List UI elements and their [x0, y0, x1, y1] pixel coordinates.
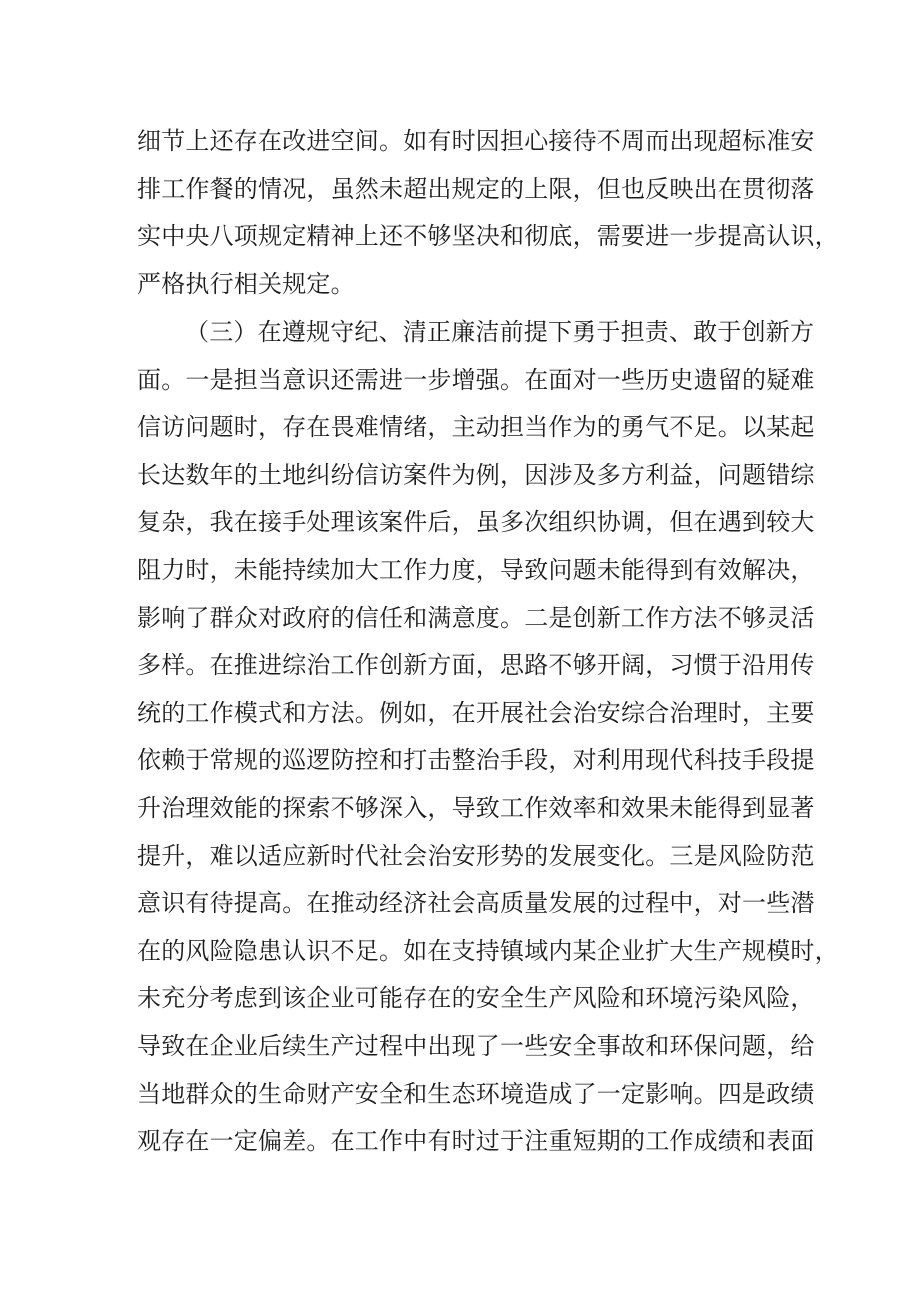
paragraph-continuation [137, 118, 839, 308]
text-line: 阻力时，未能持续加大工作力度，导致问题未能得到有效解决， [137, 555, 815, 584]
text-line: 观存在一定偏差。在工作中有时过于注重短期的工作成绩和表面 [137, 1127, 815, 1156]
text-line: 信访问题时，存在畏难情绪，主动担当作为的勇气不足。以某起 [137, 413, 815, 442]
text-line: 未充分考虑到该企业可能存在的安全生产风险和环境污染风险， [137, 984, 815, 1013]
text-line: 影响了群众对政府的信任和满意度。二是创新工作方法不够灵活 [137, 603, 815, 632]
section-heading-line: （三）在遵规守纪、清正廉洁前提下勇于担责、敢于创新方 [185, 318, 815, 346]
text-line: 实中央八项规定精神上还不够坚决和彻底，需要进一步提高认识， [137, 222, 839, 251]
text-line: 升治理效能的探索不够深入，导致工作效率和效果未能得到显著 [137, 793, 815, 822]
text-line: 导致在企业后续生产过程中出现了一些安全事故和环保问题，给 [137, 1031, 815, 1060]
text-line: 多样。在推进综治工作创新方面，思路不够开阔，习惯于沿用传 [137, 651, 815, 680]
text-line: 复杂，我在接手处理该案件后，虽多次组织协调，但在遇到较大 [137, 508, 815, 537]
paragraph-section-three [137, 309, 839, 1166]
text-line: 排工作餐的情况，虽然未超出规定的上限，但也反映出在贯彻落 [137, 174, 815, 203]
text-line: 在的风险隐患认识不足。如在支持镇域内某企业扩大生产规模时， [137, 936, 839, 965]
text-line: 提升，难以适应新时代社会治安形势的发展变化。三是风险防范 [137, 841, 815, 870]
text-line: 面。一是担当意识还需进一步增强。在面对一些历史遗留的疑难 [137, 365, 815, 394]
text-line: 当地群众的生命财产安全和生态环境造成了一定影响。四是政绩 [137, 1079, 815, 1108]
text-line: 细节上还存在改进空间。如有时因担心接待不周而出现超标准安 [137, 127, 815, 155]
text-line: 严格执行相关规定。 [137, 269, 355, 298]
text-line: 意识有待提高。在推动经济社会高质量发展的过程中，对一些潜 [137, 889, 815, 918]
text-line: 统的工作模式和方法。例如，在开展社会治安综合治理时，主要 [137, 698, 815, 727]
text-line: 长达数年的土地纠纷信访案件为例，因涉及多方利益，问题错综 [137, 460, 815, 489]
text-line: 依赖于常规的巡逻防控和打击整治手段，对利用现代科技手段提 [137, 746, 815, 775]
